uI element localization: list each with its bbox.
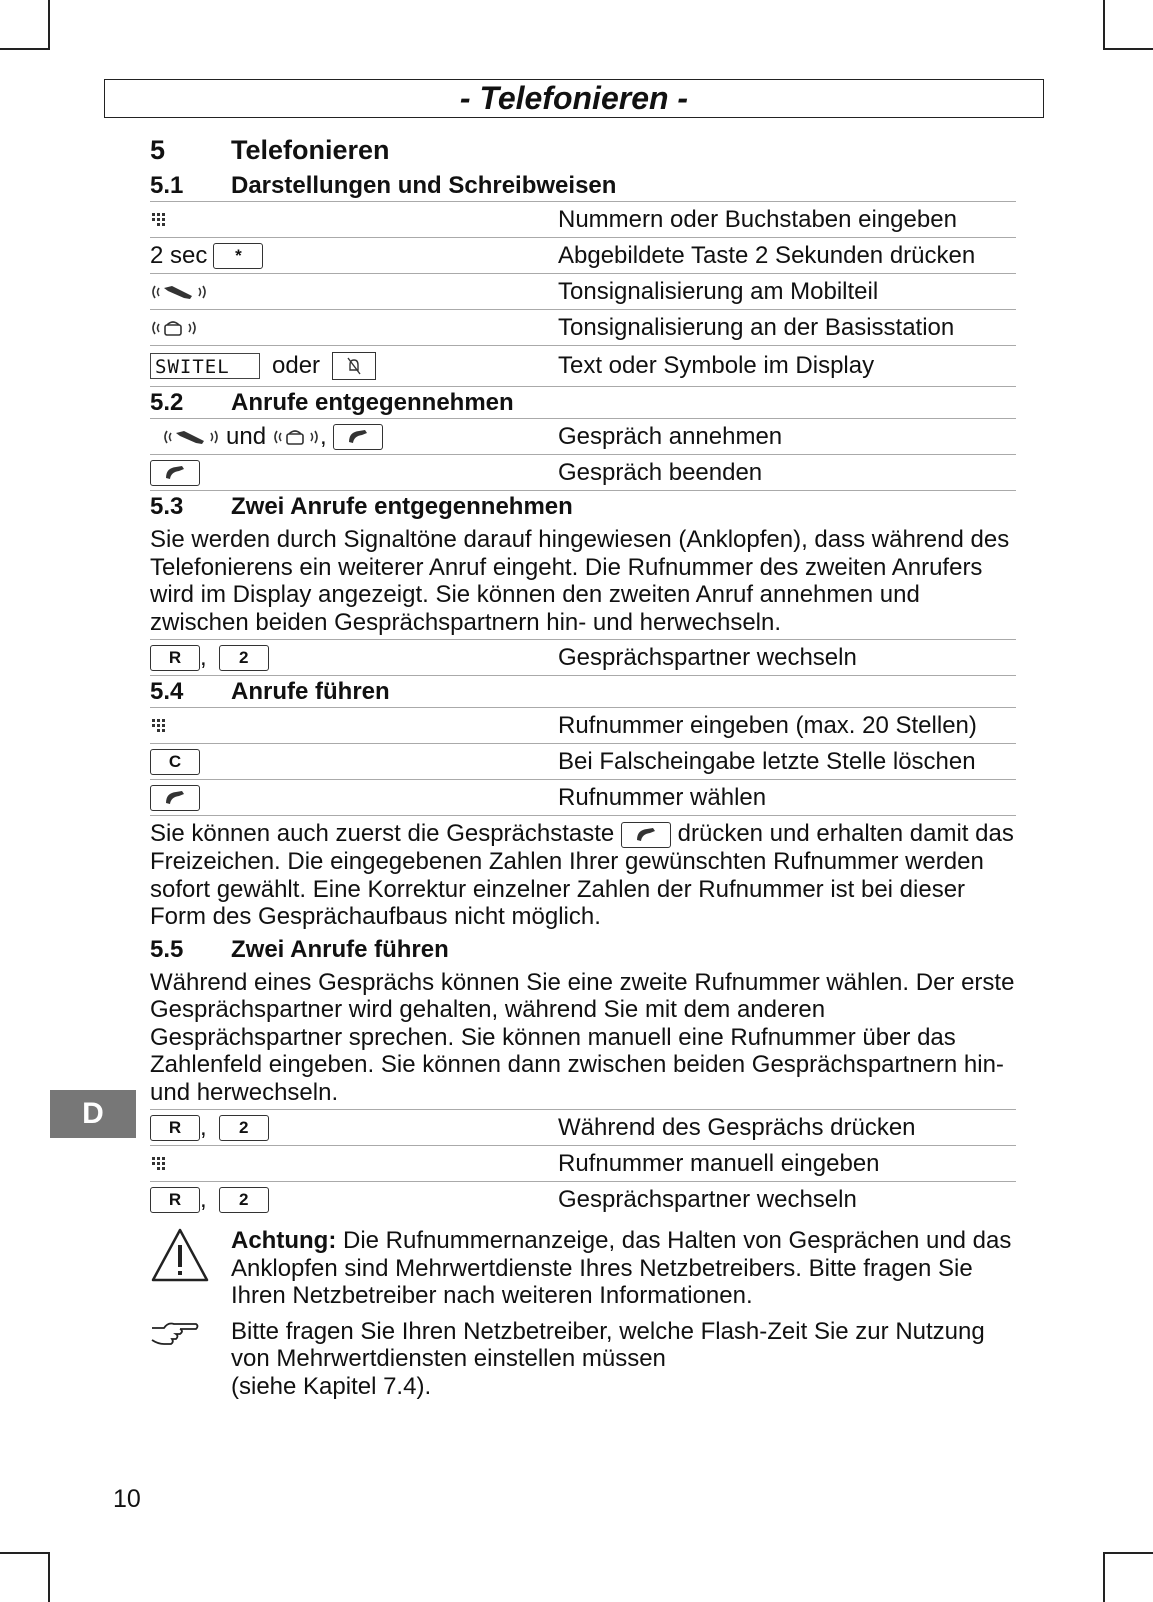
hint-note [150, 1318, 1016, 1401]
crop-mark-bottom-right [1103, 1552, 1153, 1602]
r-key: R [150, 1115, 200, 1141]
section-number: 5.5 [150, 935, 184, 963]
page-content [150, 130, 1016, 1400]
section-title: Zwei Anrufe entgegennehmen [231, 493, 573, 520]
handset-ringing-icon [162, 427, 220, 447]
section-number: 5.1 [150, 172, 184, 199]
table-row [150, 273, 1016, 309]
table-row [150, 743, 1016, 779]
section-heading-5-4 [150, 675, 1016, 707]
base-station-ringing-icon [150, 318, 198, 338]
section-title: Darstellungen und Schreibweisen [231, 172, 617, 199]
row-description: Tonsignalisierung am Mobilteil [558, 277, 879, 305]
table-row [150, 1181, 1016, 1217]
table-row [150, 345, 1016, 386]
row-description: Bei Falscheingabe letzte Stelle löschen [558, 747, 976, 775]
keypad-icon [150, 211, 168, 229]
paragraph-text: Sie können auch zuerst die Gesprächstaste [150, 820, 615, 847]
row-description: Rufnummer manuell eingeben [558, 1149, 880, 1177]
table-row [150, 237, 1016, 273]
keypad-icon [150, 1155, 168, 1173]
table-row [150, 639, 1016, 675]
row-description: Während des Gesprächs drücken [558, 1113, 916, 1141]
warning-triangle-icon [150, 1227, 210, 1283]
section-paragraph: Während eines Gesprächs können Sie eine zweite Rufnummer wählen. Der erste Gesprächspartner wird gehalten, während Sie mit dem anderen Gesprächspartner sprechen. Sie können manuell eine Rufnummer über das Zahlenfeld eingeben. Sie können dann zwischen beiden Gesprächspartnern hin- und herwechseln. [150, 968, 1015, 1106]
hint-text-reference: (siehe Kapitel 7.4). [231, 1372, 432, 1400]
section-number: 5.3 [150, 493, 184, 520]
or-label: oder [272, 352, 321, 379]
table-row [150, 779, 1016, 816]
crop-mark-top-left [0, 0, 50, 50]
hint-text: Bitte fragen Sie Ihren Netzbetreiber, welche Flash-Zeit Sie zur Nutzung von Mehrwertdiensten einstellen müssen [231, 1317, 985, 1372]
pointing-hand-icon [150, 1318, 200, 1348]
row-description: Tonsignalisierung an der Basisstation [558, 313, 955, 341]
and-label: und [226, 422, 267, 450]
chapter-title: Telefonieren [231, 135, 390, 165]
row-description: Nummern oder Buchstaben eingeben [558, 205, 957, 233]
table-row [150, 201, 1016, 237]
section-number: 5.2 [150, 389, 184, 416]
table-row [150, 707, 1016, 743]
table-row [150, 418, 1016, 454]
section-title: Anrufe entgegennehmen [231, 389, 514, 416]
crop-mark-bottom-left [0, 1552, 50, 1602]
table-row [150, 1145, 1016, 1181]
row-description: Rufnummer eingeben (max. 20 Stellen) [558, 711, 977, 739]
warning-label: Achtung: [231, 1227, 337, 1254]
talk-key-icon [621, 822, 671, 848]
section-heading-5-3 [150, 490, 1016, 522]
section-heading-5-5 [150, 934, 1016, 965]
table-row [150, 309, 1016, 345]
section-paragraph: Sie werden durch Signaltöne darauf hingewiesen (Anklopfen), dass während des Telefonierens ein weiterer Anruf eingeht. Die Rufnummer des zweiten Anrufers wird im Display angezeigt. Sie können den zweiten Anruf annehmen und zwischen beiden Gesprächspartnern hin- und herwechseln. [150, 526, 1010, 636]
row-description: Rufnummer wählen [558, 783, 767, 811]
duration-label: 2 sec [150, 241, 208, 269]
comma: , [200, 1185, 207, 1213]
ringer-off-symbol-icon [332, 352, 376, 380]
chapter-number: 5 [150, 135, 166, 165]
c-key: C [150, 749, 200, 775]
talk-key-icon [333, 424, 383, 450]
section-title: Anrufe führen [231, 678, 390, 705]
table-row [150, 454, 1016, 490]
row-description: Gesprächspartner wechseln [558, 643, 857, 671]
crop-mark-top-right [1103, 0, 1153, 50]
display-text-sample: SWITEL [150, 353, 260, 379]
r-key: R [150, 1187, 200, 1213]
section-title: Zwei Anrufe führen [231, 935, 449, 963]
comma: , [320, 422, 327, 450]
handset-ringing-icon [150, 282, 208, 302]
base-station-ringing-icon [272, 427, 320, 447]
row-description: Text oder Symbole im Display [558, 352, 875, 379]
row-description: Gespräch annehmen [558, 422, 783, 450]
section-number: 5.4 [150, 678, 184, 705]
row-description: Abgebildete Taste 2 Sekunden drücken [558, 241, 976, 269]
r-key: R [150, 645, 200, 671]
key-2: 2 [219, 1115, 269, 1141]
table-row [150, 1109, 1016, 1145]
star-key: * [213, 243, 263, 269]
section-heading-5-2 [150, 386, 1016, 418]
warning-text: Die Rufnummernanzeige, das Halten von Gesprächen und das Anklopfen sind Mehrwertdienste Ihres Netzbetreibers. Bitte fragen Sie Ihren Netzbetreiber nach weiteren Informationen. [231, 1227, 1012, 1309]
key-2: 2 [219, 645, 269, 671]
warning-note [150, 1227, 1016, 1310]
page-header-title: - Telefonieren - [104, 79, 1044, 118]
talk-key-icon [150, 460, 200, 486]
section-paragraph [150, 820, 1016, 931]
key-2: 2 [219, 1187, 269, 1213]
section-heading-5-1 [150, 170, 1016, 201]
comma: , [200, 643, 207, 671]
comma: , [200, 1113, 207, 1141]
language-tab: D [50, 1090, 136, 1138]
keypad-icon [150, 717, 168, 735]
page-number: 10 [113, 1485, 141, 1513]
row-description: Gesprächspartner wechseln [558, 1185, 857, 1213]
talk-key-icon [150, 785, 200, 811]
row-description: Gespräch beenden [558, 458, 763, 486]
chapter-heading [150, 130, 1016, 170]
paragraph-text: drücken und erhalten damit das Freizeichen. Die eingegebenen Zahlen Ihrer gewünschten Rufnummer werden sofort gewählt. Eine Korrektur einzelner Zahlen der Rufnummer ist bei dieser Form des Gesprächaufbaus nicht möglich. [150, 820, 1014, 930]
